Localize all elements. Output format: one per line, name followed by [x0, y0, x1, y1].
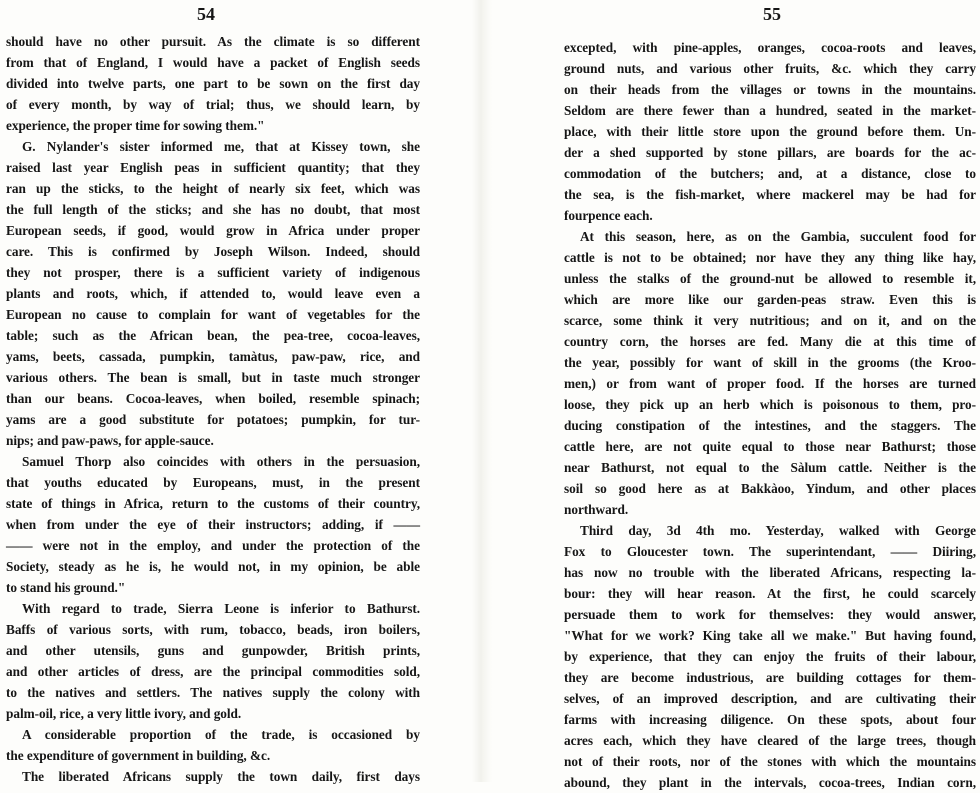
text-line: and other utensils, guns and gunpowder, British prints,: [6, 643, 420, 658]
text-line: "What for we work? King take all we make." But having found,: [564, 628, 976, 643]
left-page: [0, 0, 470, 782]
text-line: plants and roots, which, if attended to, would leave even a: [6, 286, 420, 301]
text-line: the expenditure of government in building, &c.: [6, 748, 271, 763]
text-line: of every month, by way of trial; thus, we should learn, by: [6, 97, 420, 112]
text-line: At this season, here, as on the Gambia, succulent food for: [580, 229, 976, 244]
text-line: experience, the proper time for sowing them.": [6, 118, 265, 133]
text-line: yams are a good substitute for potatoes; pumpkin, for tur-: [6, 412, 420, 427]
page-number: 55: [763, 4, 781, 24]
text-line: divided into twelve parts, one part to be sown on the first day: [6, 76, 420, 91]
text-line: —— were not in the employ, and under the protection of the: [6, 538, 420, 553]
text-line: palm-oil, rice, a very little ivory, and gold.: [6, 706, 242, 721]
text-line: various others. The bean is small, but in taste much stronger: [6, 370, 420, 385]
text-line: The liberated Africans supply the town daily, first days: [22, 769, 420, 784]
text-line: farms with increasing diligence. On these spots, about four: [564, 712, 976, 727]
text-line: Third day, 3d 4th mo. Yesterday, walked with George: [580, 523, 976, 538]
text-line: yams, beets, cassada, pumpkin, tamàtus, paw-paw, rice, and: [6, 349, 420, 364]
text-line: ran up the sticks, to the height of nearly six feet, which was: [6, 181, 420, 196]
text-line: raised last year English peas in sufficient quantity; that they: [6, 160, 420, 175]
page-text: [6, 31, 420, 787]
text-line: care. This is confirmed by Joseph Wilson. Indeed, should: [6, 244, 420, 259]
text-line: loose, they pick up an herb which is poisonous to them, pro-: [564, 397, 976, 412]
text-line: der a shed supported by stone pillars, are boards for the ac-: [564, 145, 976, 160]
text-line: nips; and paw-paws, for apple-sauce.: [6, 433, 214, 448]
text-line: commodation of the butchers; and, at a distance, close to: [564, 166, 976, 181]
text-line: soil so good here as at Bakkàoo, Yindum, and other places: [564, 481, 976, 496]
text-line: G. Nylander's sister informed me, that at Kissey town, she: [22, 139, 420, 154]
text-line: European no cause to complain for want of vegetables for the: [6, 307, 420, 322]
book-gutter: [472, 0, 492, 782]
text-line: and other articles of dress, are the principal commodities sold,: [6, 664, 420, 679]
text-line: they are become industrious, are building cottages for them-: [564, 670, 976, 685]
text-line: Seldom are there fewer than a hundred, seated in the market-: [564, 103, 976, 118]
right-page: [496, 0, 976, 790]
text-line: fourpence each.: [564, 208, 653, 223]
text-line: near Bathurst, not equal to the Sàlum cattle. Neither is the: [564, 460, 976, 475]
text-line: the year, possibly for want of skill in the grooms (the Kroo-: [564, 355, 976, 370]
text-line: acres each, which they have cleared of the large trees, though: [564, 733, 976, 748]
text-line: ground nuts, and various other fruits, &c. which they carry: [564, 61, 976, 76]
text-line: unless the stalks of the ground-nut be allowed to resemble it,: [564, 271, 976, 286]
text-line: country corn, the horses are fed. Many die at this time of: [564, 334, 976, 349]
page-text: [564, 37, 976, 793]
text-line: not of their roots, nor of the stones with which the mountains: [564, 754, 976, 769]
text-line: abound, they plant in the intervals, cocoa-trees, Indian corn,: [564, 775, 976, 790]
text-line: Samuel Thorp also coincides with others in the persuasion,: [22, 454, 420, 469]
text-line: scarce, some think it very nutritious; and on it, and on the: [564, 313, 976, 328]
text-line: that youths educated by Europeans, must, in the present: [6, 475, 420, 490]
text-line: on their heads from the villages or towns in the mountains.: [564, 82, 976, 97]
text-line: to stand his ground.": [6, 580, 126, 595]
text-line: state of things in Africa, return to the customs of their country,: [6, 496, 420, 511]
text-line: cattle here, are not quite equal to those near Bathurst; those: [564, 439, 976, 454]
text-line: Baffs of various sorts, with rum, tobacco, beads, iron boilers,: [6, 622, 420, 637]
text-line: bour: they will hear reason. At the first, he could scarcely: [564, 586, 976, 601]
text-line: persuade them to work for themselves: they would answer,: [564, 607, 976, 622]
text-line: ducing constipation of the intestines, and the staggers. The: [564, 418, 976, 433]
text-line: cattle is not to be obtained; nor have they any thing like hay,: [564, 250, 976, 265]
text-line: Fox to Gloucester town. The superintendant, —— Diiring,: [564, 544, 976, 559]
text-line: table; such as the African bean, the pea-tree, cocoa-leaves,: [6, 328, 420, 343]
text-line: from that of England, I would have a packet of English seeds: [6, 55, 420, 70]
text-line: by experience, that they can enjoy the fruits of their labour,: [564, 649, 976, 664]
page-number: 54: [197, 4, 215, 24]
text-line: With regard to trade, Sierra Leone is inferior to Bathurst.: [22, 601, 420, 616]
text-line: to the natives and settlers. The natives supply the colony with: [6, 685, 420, 700]
text-line: the sea, is the fish-market, where mackerel may be had for: [564, 187, 976, 202]
text-line: excepted, with pine-apples, oranges, cocoa-roots and leaves,: [564, 40, 976, 55]
text-line: A considerable proportion of the trade, is occasioned by: [22, 727, 420, 742]
text-line: Society, steady as he is, he would not, in my opinion, be able: [6, 559, 420, 574]
text-line: the full length of the sticks; and she has no doubt, that most: [6, 202, 420, 217]
text-line: northward.: [564, 502, 629, 517]
text-line: than our beans. Cocoa-leaves, when boiled, resemble spinach;: [6, 391, 420, 406]
text-line: which are more like our garden-peas straw. Even this is: [564, 292, 976, 307]
text-line: European seeds, if good, would grow in Africa under proper: [6, 223, 420, 238]
text-line: when from under the eye of their instructors; adding, if ——: [6, 517, 420, 532]
text-line: has now no trouble with the liberated Africans, respecting la-: [564, 565, 976, 580]
text-line: they not prosper, there is a sufficient variety of indigenous: [6, 265, 420, 280]
text-line: selves, of an improved description, and are cultivating their: [564, 691, 976, 706]
text-line: should have no other pursuit. As the climate is so different: [6, 34, 420, 49]
text-line: men,) or from want of proper food. If the horses are turned: [564, 376, 976, 391]
text-line: place, with their little store upon the ground before them. Un-: [564, 124, 976, 139]
